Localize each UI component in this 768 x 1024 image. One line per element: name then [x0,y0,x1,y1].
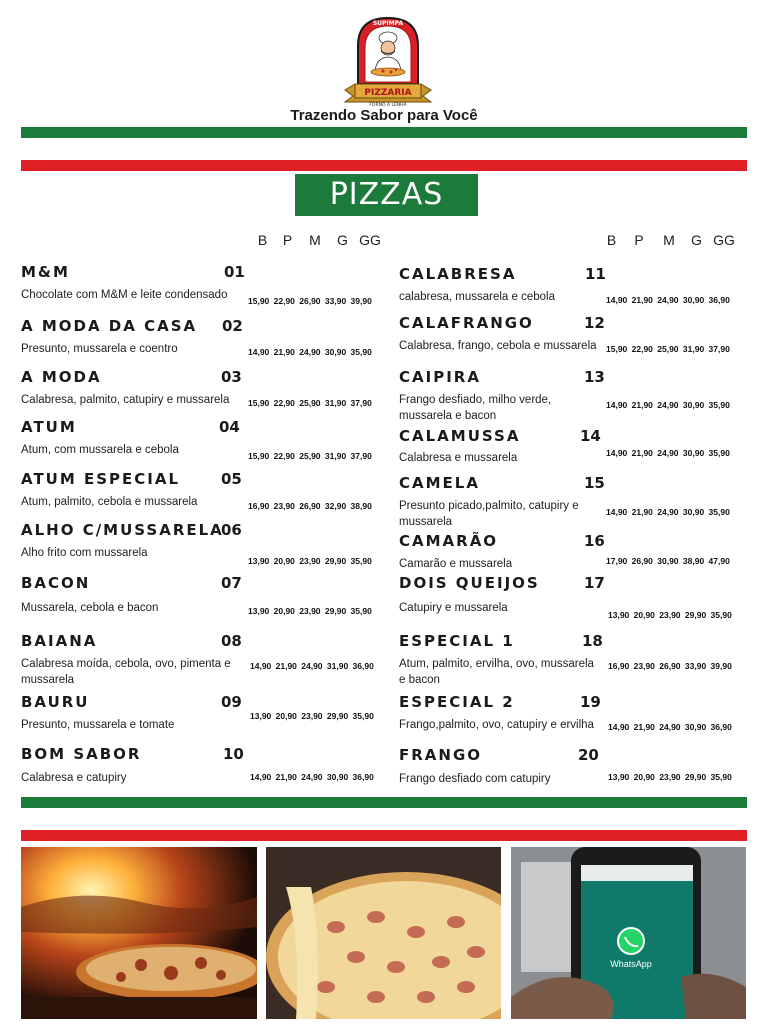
pizza-name: CALAFRANGO [399,314,534,332]
pizza-number: 12 [584,314,605,332]
pizza-prices: 14,90 21,90 24,90 30,90 35,90 [606,507,730,517]
pizza-description: Alho frito com mussarela [21,547,148,559]
pizza-name: CALAMUSSA [399,427,521,445]
size-label-b: B [257,232,268,248]
pizza-description: Calabresa e mussarela [399,452,518,464]
pizza-prices: 16,90 23,90 26,90 33,90 39,90 [608,661,732,671]
pizza-number: 17 [584,574,605,592]
pizza-number: 06 [221,521,242,539]
size-label-gg: GG [359,232,381,248]
pizza-cheese-pull-photo [266,847,501,1019]
pizza-number: 05 [221,470,242,488]
size-label-b: B [606,232,617,248]
pizza-number: 02 [222,317,243,335]
logo-sub-text: FORNO A LENHA [369,103,407,108]
pizza-description: Presunto, mussarela e coentro [21,343,178,355]
pizza-prices: 14,90 21,90 24,90 30,90 36,90 [606,295,730,305]
pizza-name: CAIPIRA [399,368,481,386]
pizza-number: 15 [584,474,605,492]
pizza-number: 10 [223,745,244,763]
pizza-description: Calabresa, palmito, catupiry e mussarela [21,394,230,406]
pizza-prices: 15,90 22,90 25,90 31,90 37,90 [248,451,372,461]
pizza-prices: 14,90 21,90 24,90 30,90 35,90 [248,347,372,357]
pizza-description: Presunto, mussarela e tomate [21,719,175,731]
pizza-prices: 15,90 22,90 25,90 31,90 37,90 [248,398,372,408]
pizza-name: ATUM ESPECIAL [21,470,181,488]
pizza-number: 20 [578,746,599,764]
whatsapp-icon [618,928,644,954]
top-green-stripe [21,127,747,138]
pizza-number: 19 [580,693,601,711]
section-title: PIZZAS [295,174,478,216]
pizza-name: BAIANA [21,632,98,650]
pizza-number: 13 [584,368,605,386]
pizza-prices: 13,90 20,90 23,90 29,90 35,90 [608,610,732,620]
menu-column-left [21,258,381,798]
pizza-description: Frango,palmito, ovo, catupiry e ervilha [399,719,594,731]
pizza-name: ALHO C/MUSSARELA [21,521,224,539]
pizzeria-logo [343,14,433,110]
pizza-name: M&M [21,263,70,281]
pizza-description: Frango desfiado, milho verde, mussarela e bacon [399,394,552,422]
whatsapp-label: WhatsApp [610,959,652,969]
pizza-name: ESPECIAL 1 [399,632,515,650]
pizza-number: 14 [580,427,601,445]
size-label-m: M [663,232,675,248]
pizza-number: 01 [224,263,245,281]
pizza-name: CAMARÃO [399,532,499,550]
pizza-prices: 14,90 21,90 24,90 31,90 36,90 [250,661,374,671]
pizza-name: CALABRESA [399,265,517,283]
size-label-p: P [282,232,293,248]
pizza-prices: 13,90 20,90 23,90 29,90 35,90 [608,772,732,782]
pizza-name: ESPECIAL 2 [399,693,515,711]
logo-banner-text: PIZZARIA [364,88,412,98]
pizza-number: 08 [221,632,242,650]
pizza-number: 04 [219,418,240,436]
pizza-prices: 14,90 21,90 24,90 30,90 35,90 [606,400,730,410]
pizza-description: Atum, palmito, cebola e mussarela [21,496,198,508]
wood-fired-oven-photo [21,847,257,1019]
pizza-name: BOM SABOR [21,745,142,763]
pizza-prices: 15,90 22,90 26,90 33,90 39,90 [248,296,372,306]
size-label-gg: GG [713,232,735,248]
pizza-number: 07 [221,574,242,592]
pizza-prices: 14,90 21,90 24,90 30,90 35,90 [606,448,730,458]
pizza-description: Calabresa moída, cebola, ovo, pimenta e mussarela [21,658,231,686]
pizza-prices: 13,90 20,90 23,90 29,90 35,90 [248,606,372,616]
pizza-number: 16 [584,532,605,550]
pizza-prices: 16,90 23,90 26,90 32,90 38,90 [248,501,372,511]
pizza-description: Frango desfiado com catupiry [399,773,551,785]
pizza-description: Catupiry e mussarela [399,602,508,614]
pizza-description: Camarão e mussarela [399,558,513,570]
menu-column-right [399,258,759,798]
pizza-name: A MODA [21,368,102,386]
size-label-m: M [309,232,321,248]
pizza-prices: 14,90 21,90 24,90 30,90 36,90 [608,722,732,732]
pizza-number: 18 [582,632,603,650]
right-size-header [599,232,739,248]
bottom-green-stripe [21,797,747,808]
pizza-prices: 14,90 21,90 24,90 30,90 36,90 [250,772,374,782]
pizza-description: Calabresa, frango, cebola e mussarela [399,340,597,352]
pizza-name: CAMELA [399,474,480,492]
bottom-red-stripe [21,830,747,841]
pizza-name: FRANGO [399,746,483,764]
pizza-description: Atum, palmito, ervilha, ovo, mussarela e bacon [399,658,594,686]
top-red-stripe [21,160,747,171]
left-size-header [250,232,385,248]
pizza-number: 11 [585,265,606,283]
pizza-prices: 13,90 20,90 23,90 29,90 35,90 [248,556,372,566]
pizza-description: Chocolate com M&M e leite condensado [21,289,228,301]
pizza-name: BACON [21,574,91,592]
pizza-prices: 13,90 20,90 23,90 29,90 35,90 [250,711,374,721]
size-label-g: G [691,232,702,248]
size-label-g: G [337,232,348,248]
size-label-p: P [634,232,644,248]
pizza-prices: 17,90 26,90 30,90 38,90 47,90 [606,556,730,566]
logo-arc-text: SUPIMPA [372,20,404,27]
pizza-name: BAURU [21,693,90,711]
pizza-description: Atum, com mussarela e cebola [21,444,179,456]
pizza-description: calabresa, mussarela e cebola [399,291,555,303]
pizza-description: Mussarela, cebola e bacon [21,602,159,614]
pizza-name: DOIS QUEIJOS [399,574,540,592]
pizza-name: ATUM [21,418,77,436]
pizza-number: 09 [221,693,242,711]
pizza-description: Calabresa e catupiry [21,772,127,784]
pizza-prices: 15,90 22,90 25,90 31,90 37,90 [606,344,730,354]
pizza-name: A MODA DA CASA [21,317,198,335]
tagline: Trazendo Sabor para Você [290,107,478,124]
pizza-number: 03 [221,368,242,386]
pizza-description: Presunto picado,palmito, catupiry e mussarela [399,500,579,528]
whatsapp-phone-photo [511,847,746,1019]
